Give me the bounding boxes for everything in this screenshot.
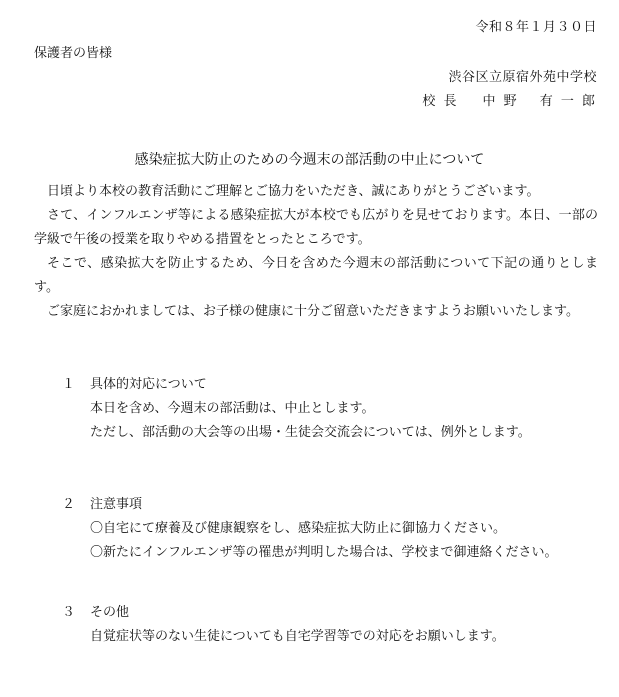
document-title: 感染症拡大防止のための今週末の部活動の中止について	[134, 152, 485, 168]
section-heading	[62, 601, 557, 625]
section-number: ２	[62, 497, 76, 512]
document-date: 令和８年１月３０日	[475, 20, 597, 35]
section-other	[62, 601, 557, 649]
section-heading	[62, 493, 557, 517]
section-line: 本日を含め、今週末の部活動は、中止とします。	[90, 401, 375, 416]
section-title: 具体的対応について	[90, 377, 207, 392]
section-title: 注意事項	[90, 497, 143, 512]
sender-name: 中 野 有 一 郎	[482, 94, 597, 109]
section-notes	[62, 493, 557, 565]
document-body	[34, 180, 598, 324]
paragraph-decision: そこで、感染拡大を防止するため、今日を含めた今週末の部活動について下記の通りとします。	[34, 256, 598, 295]
section-line: 自覚症状等のない生徒についても自宅学習等での対応をお願いします。	[90, 629, 505, 644]
section-line: 〇新たにインフルエンザ等の罹患が判明した場合は、学校まで御連絡ください。	[90, 545, 558, 560]
section-heading	[62, 373, 557, 397]
paragraph-request: ご家庭におかれましては、お子様の健康に十分ご留意いただきますようお願いいたします。	[47, 304, 579, 319]
paragraph-situation: さて、インフルエンザ等による感染症拡大が本校でも広がりを見せております。本日、一部の学級で午後の授業を取りやめる措置をとったところです。	[34, 208, 598, 247]
section-line: 〇自宅にて療養及び健康観察をし、感染症拡大防止に御協力ください。	[90, 521, 507, 536]
notice-sections	[62, 373, 557, 697]
sender-title: 校 長	[422, 94, 459, 109]
section-number: １	[62, 377, 76, 392]
sender-block	[422, 90, 597, 109]
school-name: 渋谷区立原宿外苑中学校	[448, 70, 597, 85]
section-measures	[62, 373, 557, 445]
section-title: その他	[90, 605, 130, 620]
paragraph-greeting: 日頃より本校の教育活動にご理解とご協力をいただき、誠にありがとうございます。	[47, 184, 540, 199]
addressee: 保護者の皆様	[34, 46, 113, 61]
section-number: ３	[62, 605, 76, 620]
section-line: ただし、部活動の大会等の出場・生徒会交流会については、例外とします。	[90, 425, 531, 440]
